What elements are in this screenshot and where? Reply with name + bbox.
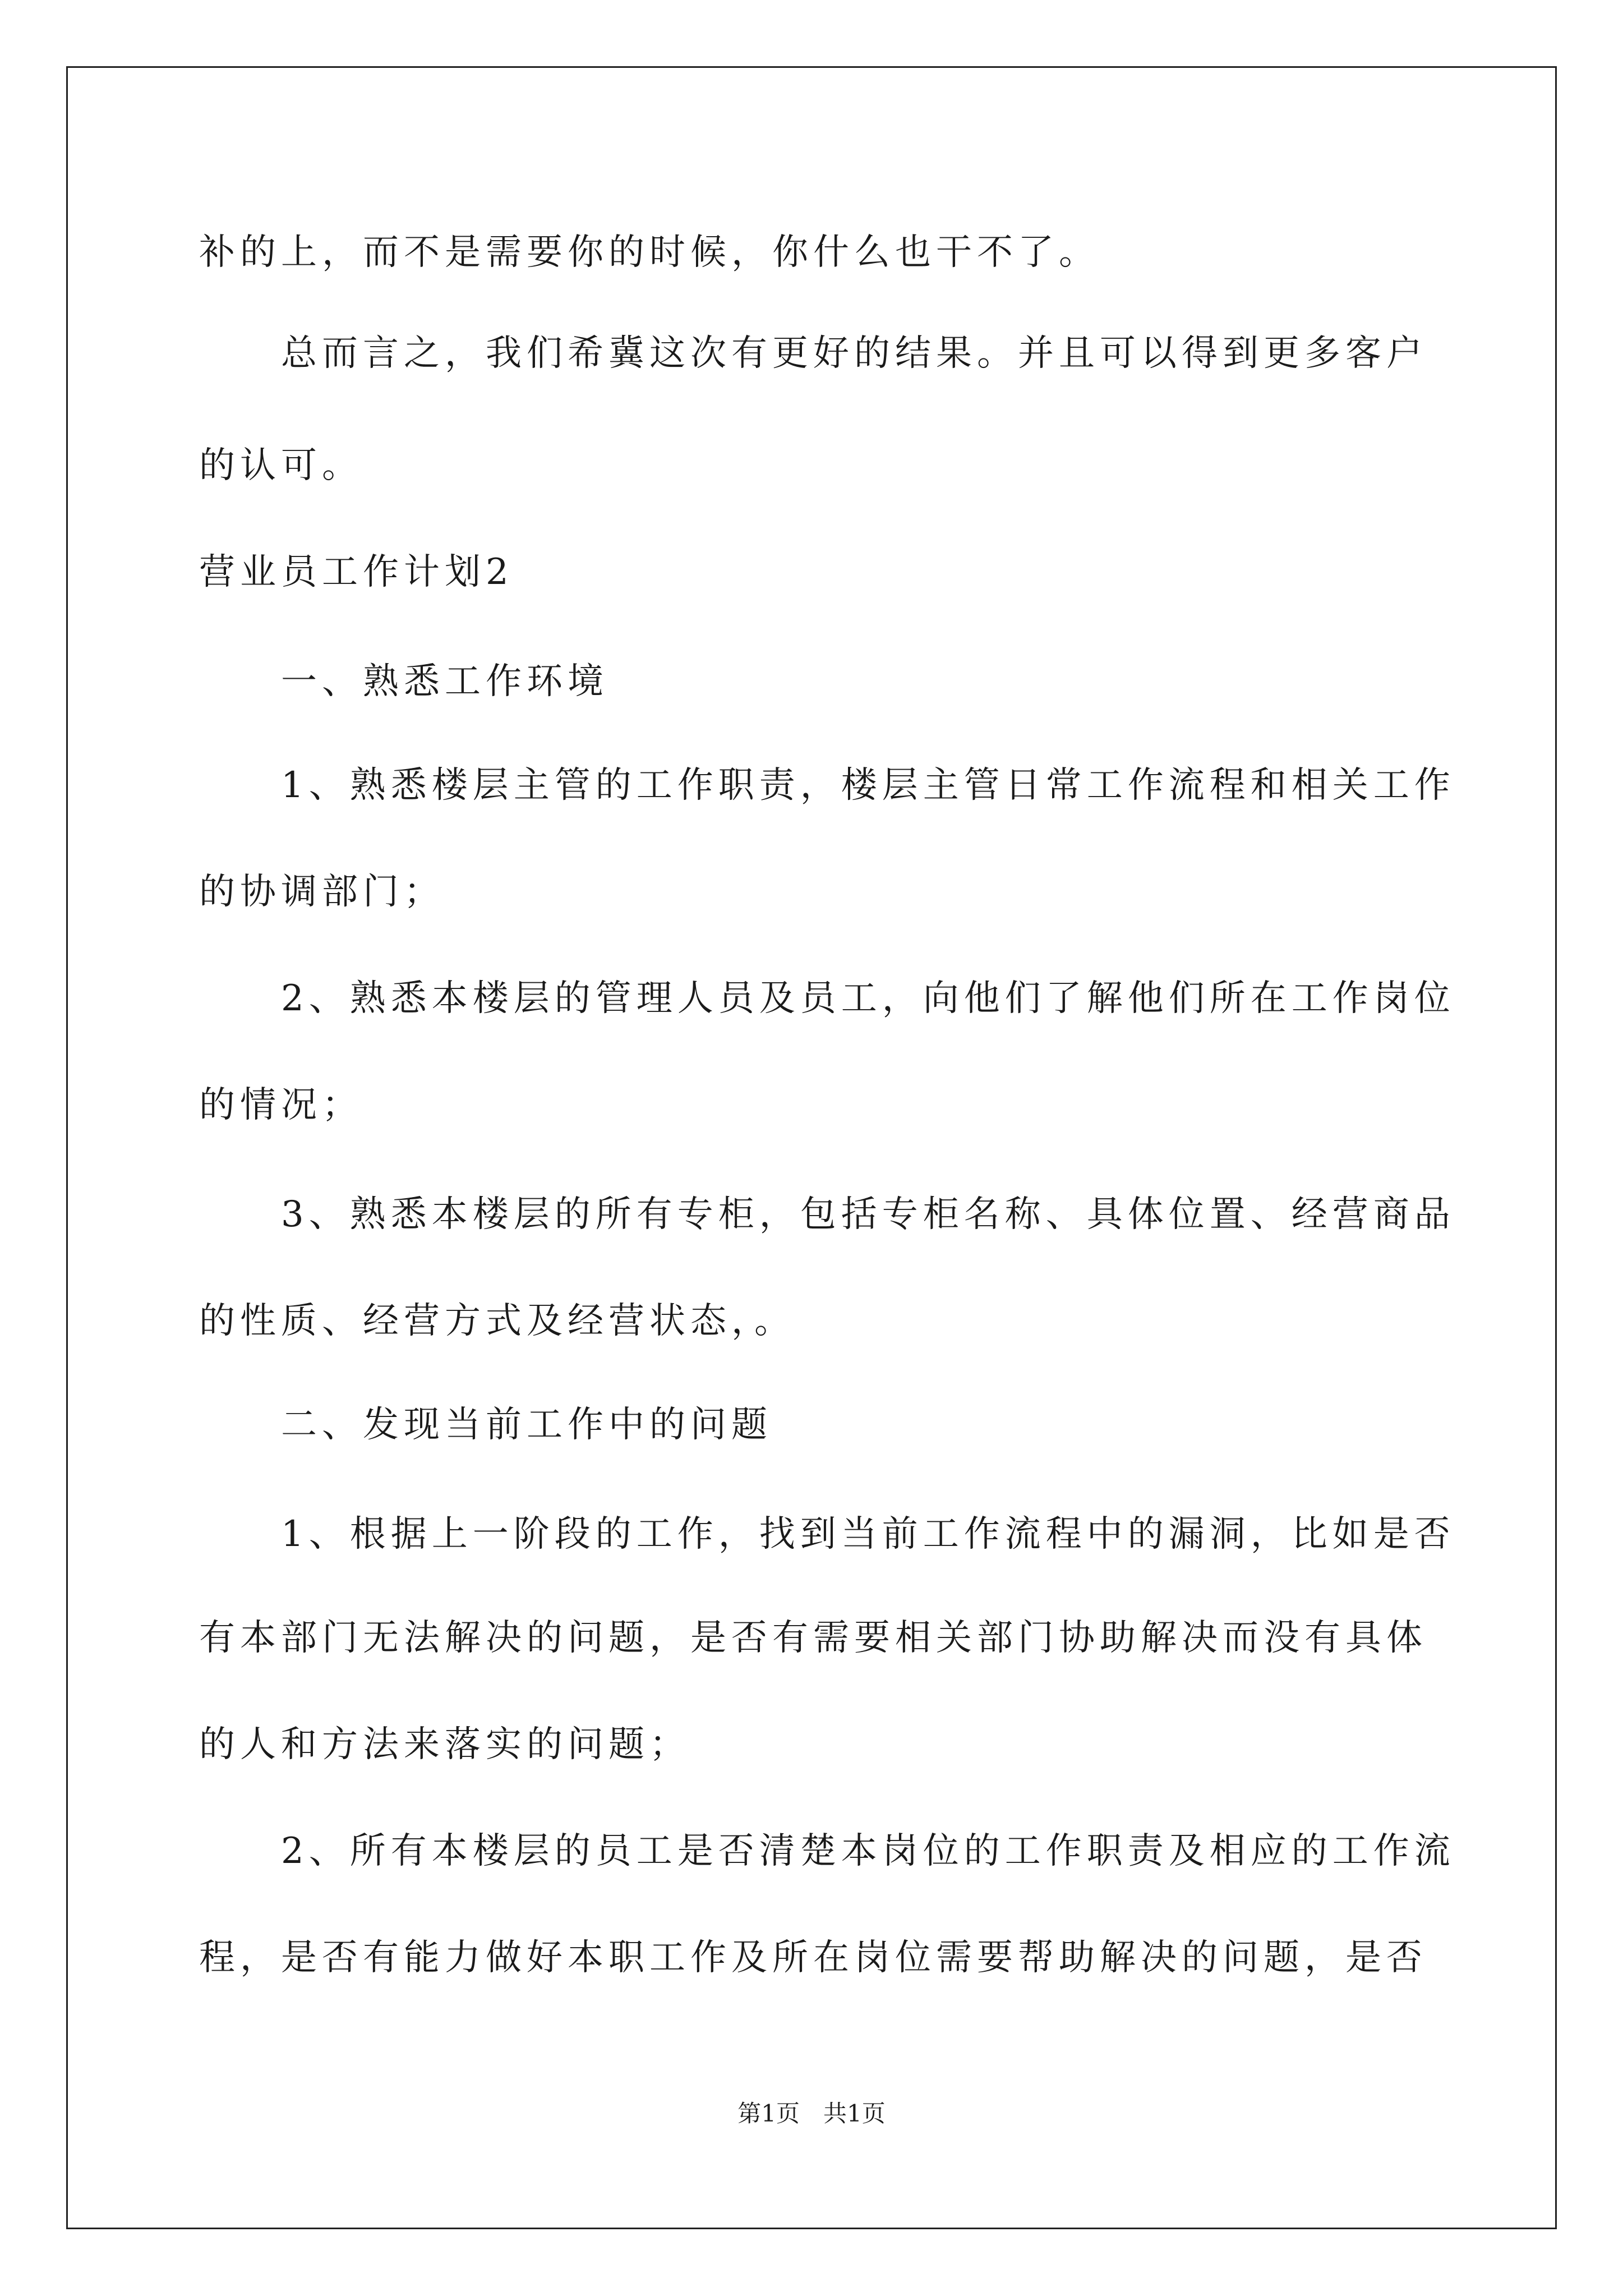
page-border <box>66 66 1557 2229</box>
text-line: 2、所有本楼层的员工是否清楚本岗位的工作职责及相应的工作流 <box>281 1830 1455 1872</box>
text-line: 2、熟悉本楼层的管理人员及员工，向他们了解他们所在工作岗位 <box>281 978 1455 1019</box>
text-line: 总而言之，我们希冀这次有更好的结果。并且可以得到更多客户 <box>281 333 1427 374</box>
text-line: 的认可。 <box>199 445 363 486</box>
section-heading: 营业员工作计划2 <box>199 551 514 593</box>
text-line: 补的上，而不是需要你的时候，你什么也干不了。 <box>199 232 1100 273</box>
text-line: 的性质、经营方式及经营状态，。 <box>199 1300 795 1342</box>
text-line: 程，是否有能力做好本职工作及所在岗位需要帮助解决的问题，是否 <box>199 1937 1427 1978</box>
text-line: 的情况； <box>199 1084 363 1126</box>
text-line: 1、熟悉楼层主管的工作职责，楼层主管日常工作流程和相关工作 <box>281 765 1455 806</box>
text-line: 3、熟悉本楼层的所有专柜，包括专柜名称、具体位置、经营商品 <box>281 1194 1455 1235</box>
text-line: 1、根据上一阶段的工作，找到当前工作流程中的漏洞，比如是否 <box>281 1513 1455 1555</box>
page-footer: 第1页 共1页 <box>737 2100 886 2127</box>
text-line: 的协调部门； <box>199 871 445 913</box>
text-line: 有本部门无法解决的问题，是否有需要相关部门协助解决而没有具体 <box>199 1617 1427 1659</box>
subheading: 二、发现当前工作中的问题 <box>281 1404 772 1446</box>
text-line: 的人和方法来落实的问题； <box>199 1724 690 1765</box>
subheading: 一、熟悉工作环境 <box>281 661 608 702</box>
